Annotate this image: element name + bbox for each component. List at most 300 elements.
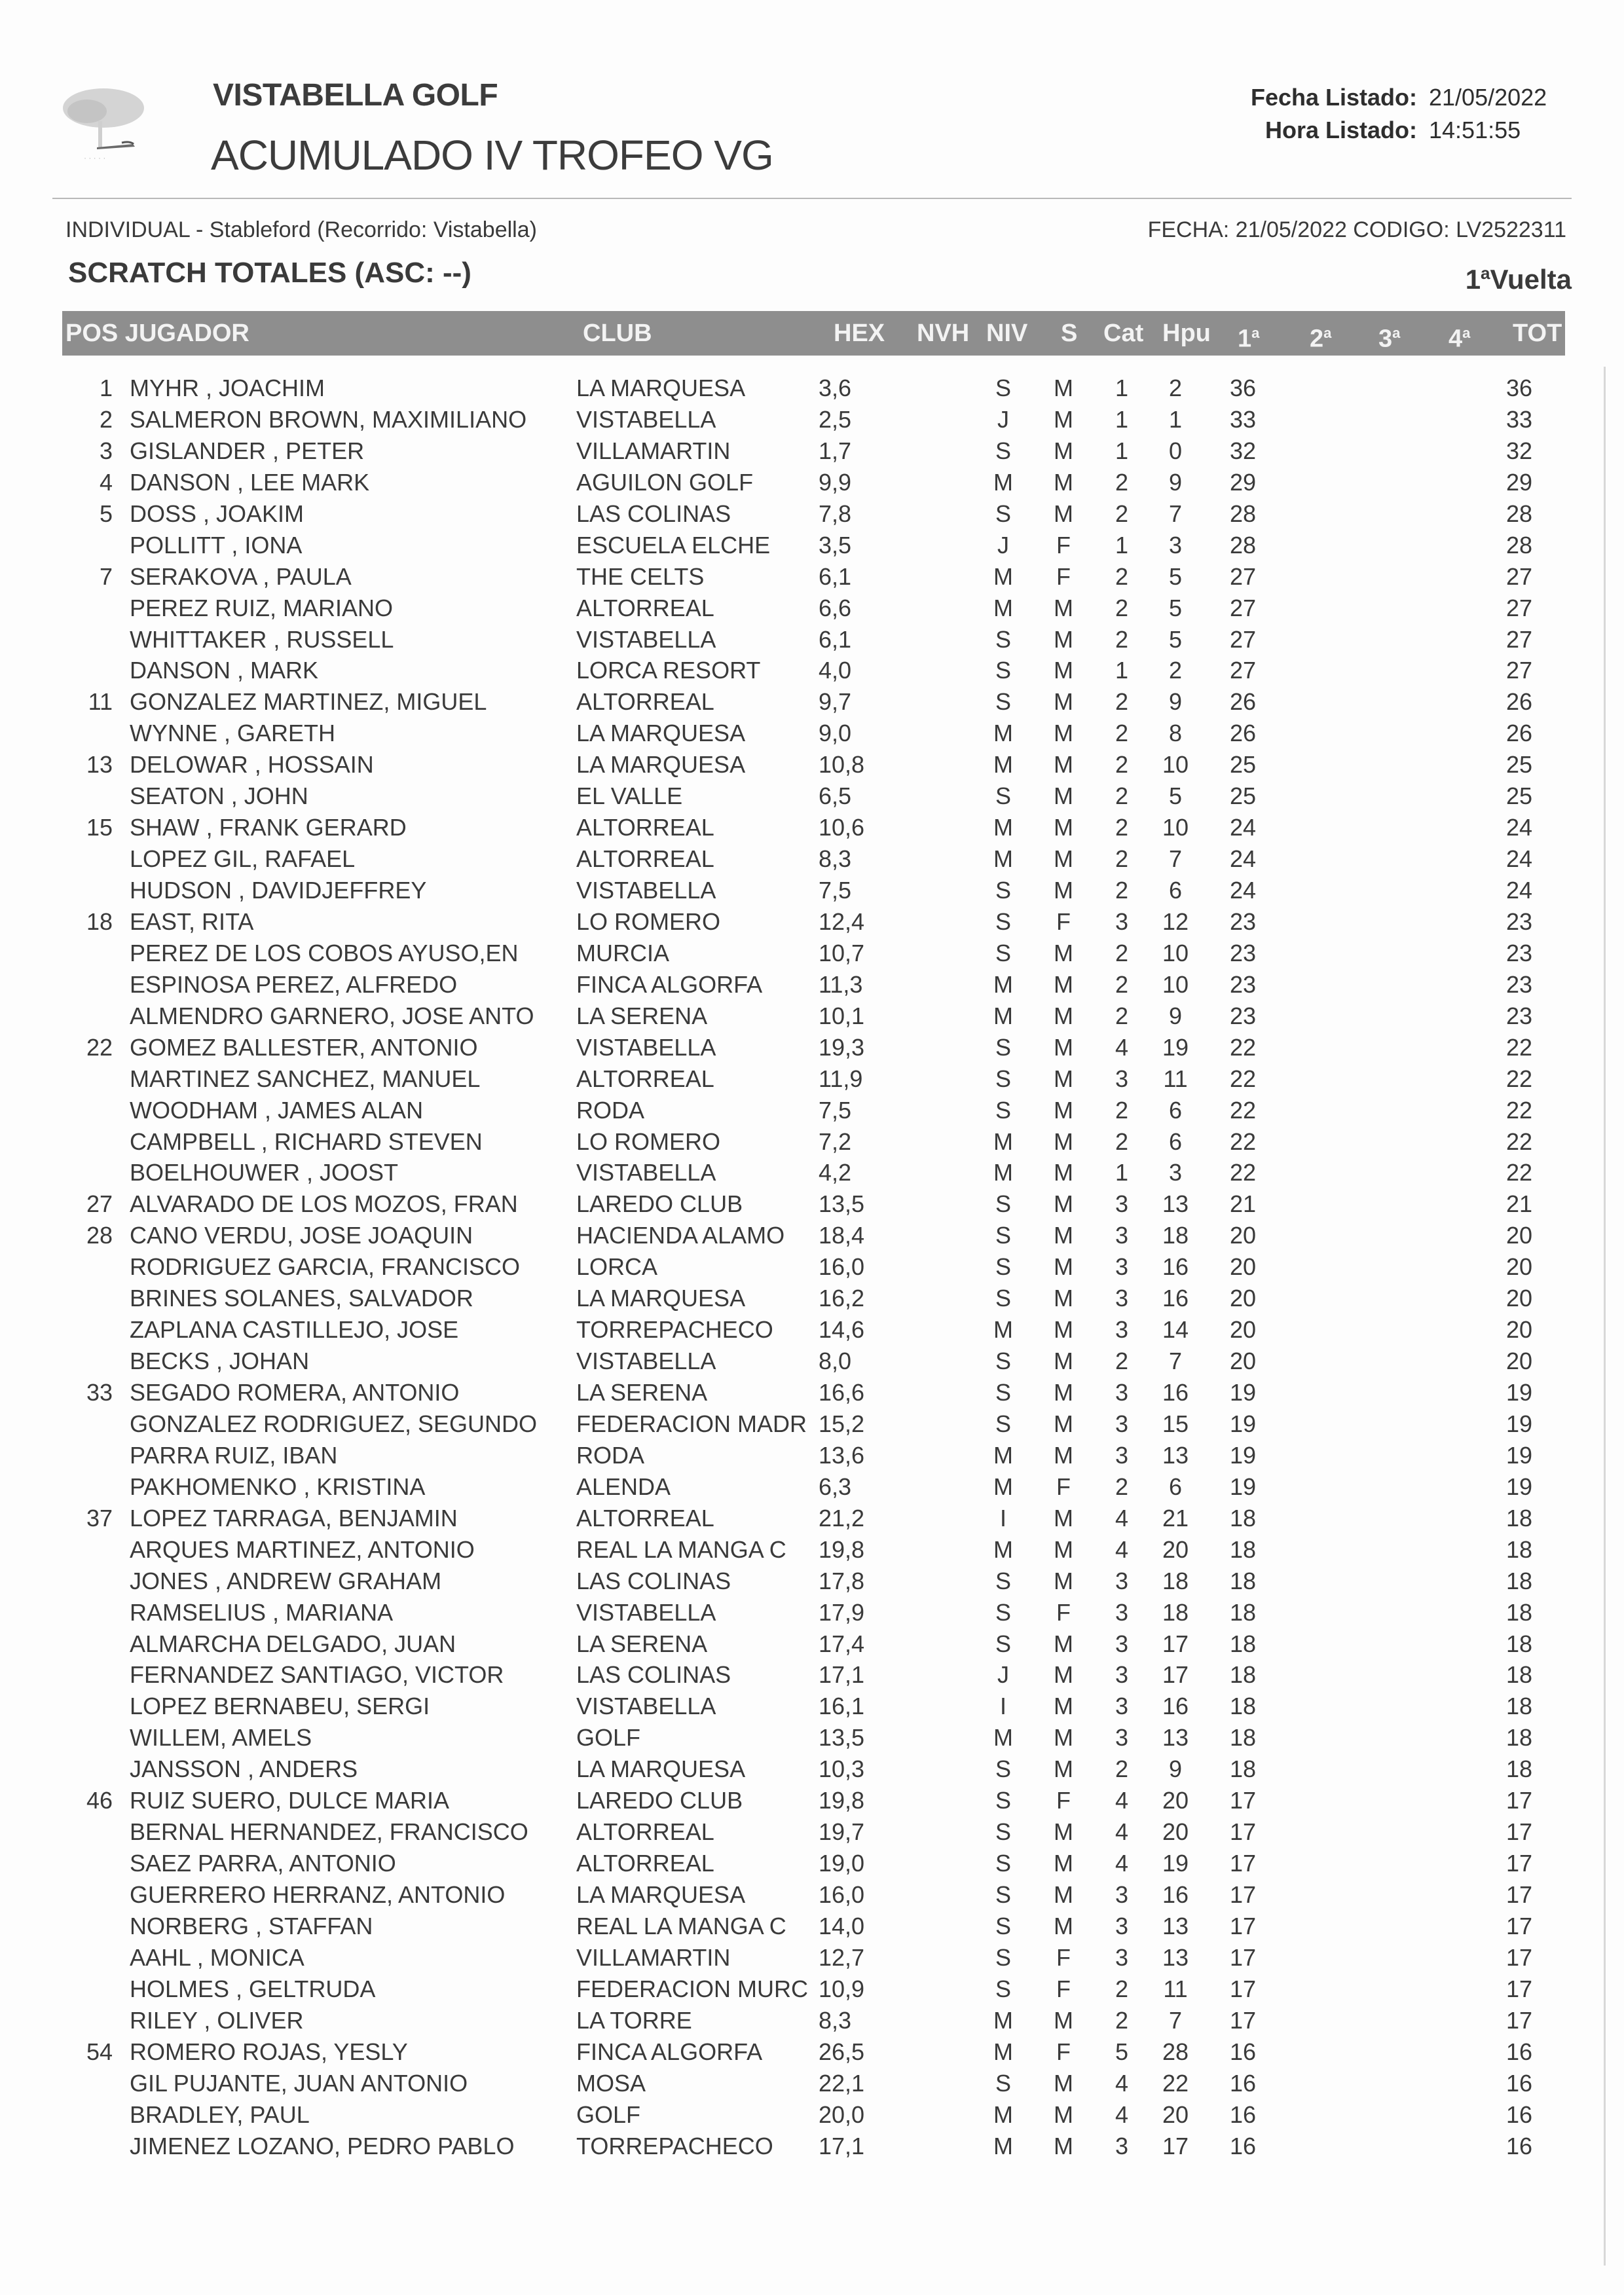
club-cell: ESCUELA ELCHE (576, 531, 771, 559)
hpu-cell: 11 (1163, 1065, 1188, 1092)
total-cell: 17 (1505, 1912, 1533, 1939)
category-cell: 1 (1115, 657, 1129, 684)
player-name-cell: SEATON , JOHN (130, 782, 308, 810)
round-1-cell: 28 (1229, 500, 1257, 527)
table-row (0, 751, 1624, 782)
total-cell: 21 (1505, 1190, 1533, 1218)
club-cell: REAL LA MANGA C (576, 1535, 786, 1563)
sex-cell: M (1054, 1128, 1073, 1155)
table-row (0, 1285, 1624, 1316)
club-cell: ALTORREAL (576, 1504, 714, 1532)
table-row (0, 1316, 1624, 1348)
round-1-cell: 29 (1229, 468, 1257, 496)
position-cell: 22 (86, 1033, 113, 1061)
round-1-cell: 17 (1229, 1850, 1257, 1877)
hpu-cell: 17 (1162, 1661, 1189, 1689)
category-cell: 3 (1115, 1724, 1129, 1752)
club-cell: LA MARQUESA (576, 751, 746, 779)
position-cell: 5 (99, 500, 113, 527)
player-name-cell: BOELHOUWER , JOOST (130, 1159, 399, 1186)
category-cell: 4 (1115, 1535, 1129, 1563)
hpu-cell: 12 (1162, 908, 1189, 935)
hex-cell: 16,2 (819, 1285, 865, 1312)
table-row (0, 1913, 1624, 1944)
table-row (0, 2038, 1624, 2070)
hpu-cell: 15 (1162, 1410, 1189, 1437)
niv-cell: S (995, 657, 1011, 684)
hex-cell: 8,3 (819, 2006, 852, 2034)
sex-cell: F (1056, 1598, 1071, 1626)
club-cell: LA MARQUESA (576, 720, 746, 747)
total-cell: 20 (1505, 1222, 1533, 1249)
position-cell: 27 (86, 1190, 113, 1218)
round-1-cell: 33 (1229, 405, 1257, 433)
hex-cell: 1,7 (819, 437, 852, 464)
total-cell: 27 (1505, 594, 1533, 621)
category-cell: 3 (1115, 1943, 1129, 1971)
round-1-cell: 24 (1229, 845, 1257, 873)
sex-cell: M (1054, 2069, 1073, 2097)
total-cell: 17 (1505, 2006, 1533, 2034)
table-row (0, 1568, 1624, 1599)
player-name-cell: SAEZ PARRA, ANTONIO (130, 1850, 396, 1877)
round-1-cell: 22 (1229, 1065, 1257, 1092)
category-cell: 4 (1115, 1033, 1129, 1061)
category-cell: 5 (1115, 2038, 1129, 2065)
category-cell: 2 (1115, 720, 1129, 747)
category-cell: 2 (1115, 782, 1129, 810)
table-row (0, 1505, 1624, 1536)
category-cell: 2 (1115, 625, 1129, 653)
category-cell: 3 (1115, 1881, 1129, 1908)
niv-cell: S (995, 2069, 1011, 2097)
round-ordinal: a (1481, 263, 1490, 283)
sex-cell: M (1054, 468, 1073, 496)
table-row (0, 971, 1624, 1002)
sex-cell: M (1054, 1850, 1073, 1877)
hpu-cell: 7 (1168, 1348, 1183, 1375)
hex-cell: 13,5 (819, 1724, 865, 1752)
hpu-cell: 13 (1162, 1441, 1189, 1469)
niv-cell: M (993, 2101, 1013, 2128)
player-name-cell: FERNANDEZ SANTIAGO, VICTOR (130, 1661, 504, 1689)
table-row (0, 1065, 1624, 1097)
niv-cell: S (995, 1285, 1011, 1312)
category-cell: 2 (1115, 845, 1129, 873)
niv-cell: J (997, 1661, 1009, 1689)
hpu-cell: 5 (1168, 562, 1183, 590)
category-cell: 2 (1115, 1975, 1129, 2002)
category-cell: 3 (1115, 1190, 1129, 1218)
player-name-cell: LOPEZ TARRAGA, BENJAMIN (130, 1504, 458, 1532)
round-1-cell: 16 (1229, 2069, 1257, 2097)
table-row (0, 1975, 1624, 2007)
position-cell: 11 (88, 688, 113, 716)
round-1-cell: 18 (1229, 1693, 1257, 1720)
total-cell: 27 (1505, 562, 1533, 590)
col-hpu: Hpu (1162, 320, 1211, 347)
table-row (0, 469, 1624, 500)
hex-cell: 9,0 (819, 720, 852, 747)
hex-cell: 10,9 (819, 1975, 865, 2002)
round-1-cell: 18 (1229, 1535, 1257, 1563)
round-1-cell: 22 (1229, 1096, 1257, 1124)
tree-logo-icon (58, 79, 189, 170)
niv-cell: S (995, 1787, 1011, 1814)
round-1-cell: 26 (1229, 720, 1257, 747)
total-cell: 29 (1505, 468, 1533, 496)
sex-cell: M (1054, 688, 1073, 716)
sex-cell: M (1054, 814, 1073, 841)
table-row (0, 1128, 1624, 1160)
hpu-cell: 16 (1162, 1379, 1189, 1406)
total-cell: 25 (1505, 782, 1533, 810)
sex-cell: M (1054, 1535, 1073, 1563)
player-name-cell: DANSON , LEE MARK (130, 468, 370, 496)
table-row (0, 1379, 1624, 1410)
hex-cell: 10,6 (819, 814, 865, 841)
niv-cell: J (997, 531, 1009, 559)
hpu-cell: 13 (1162, 1190, 1189, 1218)
niv-cell: M (993, 1473, 1013, 1500)
player-name-cell: BRINES SOLANES, SALVADOR (130, 1285, 473, 1312)
sex-cell: M (1054, 500, 1073, 527)
club-cell: LA SERENA (576, 1002, 708, 1029)
hpu-cell: 13 (1162, 1912, 1189, 1939)
niv-cell: M (993, 1316, 1013, 1344)
round-1-cell: 16 (1229, 2101, 1257, 2128)
category-cell: 3 (1115, 1441, 1129, 1469)
player-name-cell: RODRIGUEZ GARCIA, FRANCISCO (130, 1253, 521, 1281)
category-cell: 2 (1115, 1473, 1129, 1500)
table-row (0, 1818, 1624, 1850)
player-name-cell: SERAKOVA , PAULA (130, 562, 352, 590)
round-label (1466, 263, 1572, 295)
position-cell: 15 (86, 814, 113, 841)
category-cell: 3 (1115, 1567, 1129, 1594)
total-cell: 17 (1505, 1943, 1533, 1971)
player-name-cell: SALMERON BROWN, MAXIMILIANO (130, 405, 527, 433)
hpu-cell: 3 (1168, 1159, 1183, 1186)
niv-cell: S (995, 375, 1011, 401)
sex-cell: M (1054, 1881, 1073, 1908)
club-cell: VISTABELLA (576, 1598, 716, 1626)
sex-cell: M (1054, 1222, 1073, 1249)
hex-cell: 19,0 (819, 1850, 865, 1877)
hpu-cell: 7 (1168, 845, 1183, 873)
position-cell: 46 (86, 1787, 113, 1814)
total-cell: 23 (1505, 939, 1533, 966)
table-row (0, 877, 1624, 908)
club-cell: ALTORREAL (576, 594, 714, 621)
category-cell: 4 (1115, 1850, 1129, 1877)
sex-cell: M (1054, 1065, 1073, 1092)
club-cell: TORREPACHECO (576, 2132, 773, 2159)
category-cell: 2 (1115, 751, 1129, 779)
round-1-cell: 26 (1229, 688, 1257, 716)
sex-cell: M (1054, 1002, 1073, 1029)
total-cell: 22 (1505, 1096, 1533, 1124)
sex-cell: F (1056, 562, 1071, 590)
sex-cell: M (1054, 657, 1073, 684)
total-cell: 16 (1505, 2069, 1533, 2097)
col-round-4: 4$^a$ (1449, 325, 1471, 353)
total-cell: 19 (1505, 1410, 1533, 1437)
hpu-cell: 6 (1168, 1096, 1183, 1124)
fecha-codigo-text: FECHA: 21/05/2022 CODIGO: LV2522311 (1147, 217, 1566, 242)
hpu-cell: 17 (1162, 1630, 1189, 1657)
results-table-body (0, 375, 1624, 2163)
hex-cell: 6,1 (819, 625, 852, 653)
round-1-cell: 27 (1229, 625, 1257, 653)
player-name-cell: PEREZ DE LOS COBOS AYUSO,EN (130, 939, 519, 966)
club-cell: LAREDO CLUB (576, 1190, 743, 1218)
hex-cell: 8,3 (819, 845, 852, 873)
niv-cell: M (993, 720, 1013, 747)
sex-cell: M (1054, 877, 1073, 904)
fecha-listado-label: Fecha Listado: (1250, 84, 1417, 111)
category-cell: 2 (1115, 1348, 1129, 1375)
total-cell: 16 (1505, 2038, 1533, 2065)
club-cell: GOLF (576, 1724, 641, 1752)
hex-cell: 17,9 (819, 1598, 865, 1626)
table-row (0, 1599, 1624, 1630)
hpu-cell: 20 (1162, 1787, 1189, 1814)
club-cell: HACIENDA ALAMO (576, 1222, 785, 1249)
club-cell: FINCA ALGORFA (576, 970, 763, 998)
hex-cell: 7,5 (819, 877, 852, 904)
sex-cell: M (1054, 1504, 1073, 1532)
niv-cell: S (995, 1975, 1011, 2002)
round-1-cell: 20 (1229, 1316, 1257, 1344)
round-1-cell: 21 (1229, 1190, 1257, 1218)
sex-cell: M (1054, 939, 1073, 966)
sex-cell: M (1054, 1912, 1073, 1939)
hex-cell: 7,8 (819, 500, 852, 527)
hpu-cell: 19 (1162, 1033, 1189, 1061)
sex-cell: M (1054, 437, 1073, 464)
category-cell: 2 (1115, 1755, 1129, 1783)
modality-text: INDIVIDUAL - Stableford (Recorrido: Vistabella) (65, 217, 537, 242)
club-cell: THE CELTS (576, 562, 705, 590)
hex-cell: 10,7 (819, 939, 865, 966)
table-row (0, 626, 1624, 657)
hex-cell: 17,8 (819, 1567, 865, 1594)
category-cell: 1 (1115, 375, 1129, 401)
table-row (0, 1944, 1624, 1975)
player-name-cell: ALVARADO DE LOS MOZOS, FRAN (130, 1190, 518, 1218)
player-name-cell: WYNNE , GARETH (130, 720, 336, 747)
player-name-cell: JANSSON , ANDERS (130, 1755, 358, 1783)
sex-cell: M (1054, 1253, 1073, 1281)
niv-cell: M (993, 1441, 1013, 1469)
table-row (0, 1253, 1624, 1285)
round-1-cell: 23 (1229, 908, 1257, 935)
category-cell: 1 (1115, 405, 1129, 433)
table-row (0, 1034, 1624, 1065)
table-row (0, 1724, 1624, 1755)
player-name-cell: GOMEZ BALLESTER, ANTONIO (130, 1033, 478, 1061)
sex-cell: M (1054, 782, 1073, 810)
hpu-cell: 17 (1162, 2132, 1189, 2159)
sex-cell: M (1054, 845, 1073, 873)
header-divider (52, 198, 1572, 199)
niv-cell: M (993, 594, 1013, 621)
round-1-cell: 18 (1229, 1567, 1257, 1594)
sex-cell: M (1054, 1693, 1073, 1720)
club-cell: LA TORRE (576, 2006, 692, 2034)
category-cell: 2 (1115, 562, 1129, 590)
total-cell: 23 (1505, 970, 1533, 998)
round-1-cell: 18 (1229, 1724, 1257, 1752)
round-1-cell: 22 (1229, 1159, 1257, 1186)
niv-cell: S (995, 908, 1011, 935)
sex-cell: M (1054, 1661, 1073, 1689)
hex-cell: 16,0 (819, 1253, 865, 1281)
player-name-cell: PEREZ RUIZ, MARIANO (130, 594, 394, 621)
niv-cell: S (995, 500, 1011, 527)
round-1-cell: 18 (1229, 1661, 1257, 1689)
position-cell: 13 (86, 751, 113, 779)
hpu-cell: 14 (1162, 1316, 1189, 1344)
hex-cell: 19,3 (819, 1033, 865, 1061)
hex-cell: 7,2 (819, 1128, 852, 1155)
player-name-cell: ARQUES MARTINEZ, ANTONIO (130, 1535, 475, 1563)
round-1-cell: 23 (1229, 939, 1257, 966)
total-cell: 25 (1505, 751, 1533, 779)
niv-cell: M (993, 1128, 1013, 1155)
category-cell: 2 (1115, 814, 1129, 841)
sex-cell: M (1054, 970, 1073, 998)
category-cell: 3 (1115, 1222, 1129, 1249)
total-cell: 22 (1505, 1033, 1533, 1061)
hex-cell: 3,6 (819, 375, 852, 401)
hex-cell: 6,6 (819, 594, 852, 621)
player-name-cell: BRADLEY, PAUL (130, 2101, 310, 2128)
niv-cell: S (995, 1881, 1011, 1908)
round-1-cell: 17 (1229, 2006, 1257, 2034)
club-cell: ALTORREAL (576, 1850, 714, 1877)
player-name-cell: ZAPLANA CASTILLEJO, JOSE (130, 1316, 459, 1344)
hex-cell: 7,5 (819, 1096, 852, 1124)
niv-cell: M (993, 2132, 1013, 2159)
player-name-cell: JONES , ANDREW GRAHAM (130, 1567, 442, 1594)
total-cell: 18 (1505, 1693, 1533, 1720)
hpu-cell: 0 (1168, 437, 1183, 464)
player-name-cell: ALMARCHA DELGADO, JUAN (130, 1630, 456, 1657)
total-cell: 18 (1505, 1535, 1533, 1563)
hpu-cell: 13 (1162, 1943, 1189, 1971)
hpu-cell: 18 (1162, 1222, 1189, 1249)
hpu-cell: 20 (1162, 1818, 1189, 1846)
niv-cell: S (995, 1630, 1011, 1657)
category-cell: 3 (1115, 1285, 1129, 1312)
total-cell: 22 (1505, 1128, 1533, 1155)
table-row (0, 437, 1624, 469)
player-name-cell: DELOWAR , HOSSAIN (130, 751, 374, 779)
round-1-cell: 36 (1229, 375, 1257, 401)
hpu-cell: 5 (1168, 594, 1183, 621)
category-cell: 3 (1115, 1253, 1129, 1281)
club-cell: LORCA (576, 1253, 658, 1281)
total-cell: 23 (1505, 1002, 1533, 1029)
hex-cell: 6,3 (819, 1473, 852, 1500)
hex-cell: 17,1 (819, 1661, 865, 1689)
niv-cell: S (995, 1348, 1011, 1375)
position-cell: 7 (99, 562, 113, 590)
round-1-cell: 18 (1229, 1630, 1257, 1657)
round-1-cell: 16 (1229, 2038, 1257, 2065)
hex-cell: 15,2 (819, 1410, 865, 1437)
niv-cell: S (995, 437, 1011, 464)
table-row (0, 406, 1624, 437)
total-cell: 18 (1505, 1724, 1533, 1752)
sex-cell: M (1054, 405, 1073, 433)
club-cell: LA MARQUESA (576, 1285, 746, 1312)
hpu-cell: 16 (1162, 1285, 1189, 1312)
player-name-cell: LOPEZ GIL, RAFAEL (130, 845, 356, 873)
round-1-cell: 19 (1229, 1473, 1257, 1500)
hex-cell: 19,8 (819, 1787, 865, 1814)
page-edge (1604, 367, 1606, 2266)
position-cell: 18 (86, 908, 113, 935)
hpu-cell: 13 (1162, 1724, 1189, 1752)
total-cell: 18 (1505, 1630, 1533, 1657)
category-cell: 2 (1115, 877, 1129, 904)
category-cell: 3 (1115, 1693, 1129, 1720)
table-row (0, 2070, 1624, 2101)
hex-cell: 17,4 (819, 1630, 865, 1657)
niv-cell: M (993, 845, 1013, 873)
hpu-cell: 9 (1168, 1755, 1183, 1783)
total-cell: 22 (1505, 1159, 1533, 1186)
player-name-cell: GIL PUJANTE, JUAN ANTONIO (130, 2069, 468, 2097)
sex-cell: M (1054, 2006, 1073, 2034)
hpu-cell: 20 (1162, 2101, 1189, 2128)
hpu-cell: 10 (1162, 751, 1189, 779)
niv-cell: S (995, 1755, 1011, 1783)
category-cell: 3 (1115, 1379, 1129, 1406)
niv-cell: M (993, 2038, 1013, 2065)
round-1-cell: 25 (1229, 751, 1257, 779)
club-cell: ALTORREAL (576, 1065, 714, 1092)
sex-cell: M (1054, 1316, 1073, 1344)
hex-cell: 2,5 (819, 405, 852, 433)
hpu-cell: 9 (1168, 688, 1183, 716)
round-1-cell: 22 (1229, 1128, 1257, 1155)
total-cell: 26 (1505, 688, 1533, 716)
hex-cell: 10,3 (819, 1755, 865, 1783)
club-cell: FINCA ALGORFA (576, 2038, 763, 2065)
total-cell: 19 (1505, 1473, 1533, 1500)
total-cell: 28 (1505, 531, 1533, 559)
category-cell: 4 (1115, 1787, 1129, 1814)
hpu-cell: 18 (1162, 1567, 1189, 1594)
table-row (0, 940, 1624, 971)
player-name-cell: GONZALEZ MARTINEZ, MIGUEL (130, 688, 487, 716)
category-cell: 3 (1115, 1316, 1129, 1344)
category-cell: 4 (1115, 2069, 1129, 2097)
table-row (0, 1159, 1624, 1190)
hex-cell: 16,6 (819, 1379, 865, 1406)
table-row (0, 1630, 1624, 1662)
col-club: CLUB (583, 320, 652, 347)
hex-cell: 11,9 (819, 1065, 863, 1092)
sex-cell: F (1056, 1473, 1071, 1500)
niv-cell: J (997, 405, 1009, 433)
club-cell: RODA (576, 1096, 645, 1124)
sex-cell: M (1054, 375, 1073, 401)
